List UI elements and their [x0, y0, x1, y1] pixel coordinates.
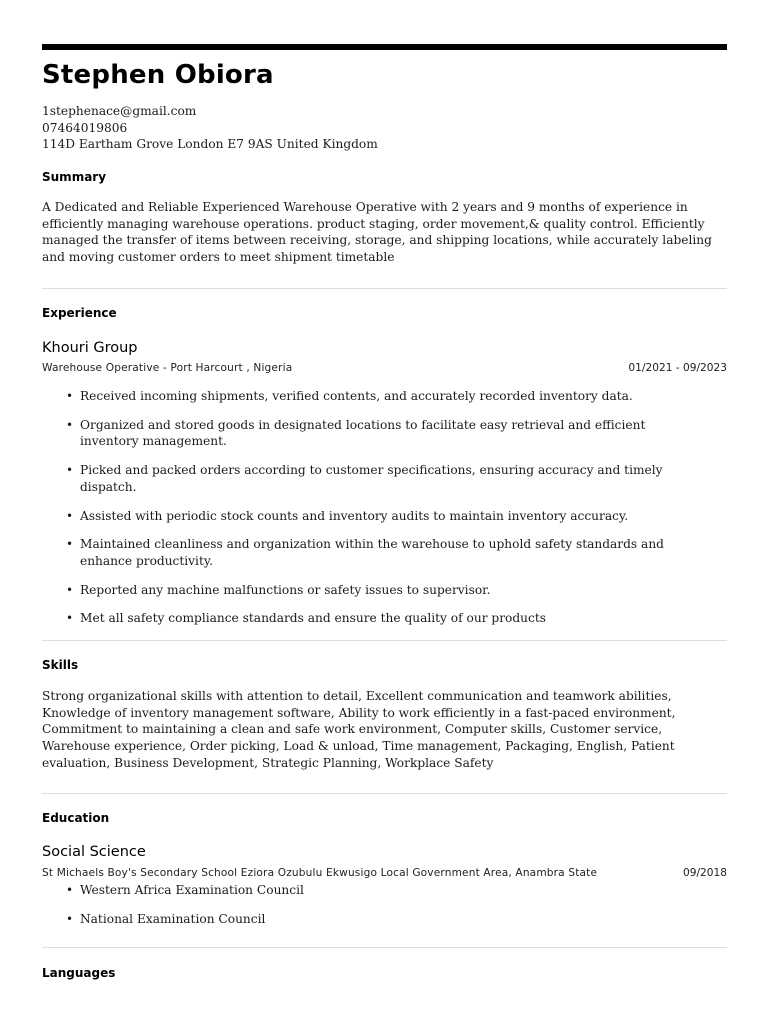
- bullet-icon: •: [66, 611, 74, 626]
- list-item: • Organized and stored goods in designated locations to facilitate easy retrieval and efficient inventory management.: [66, 417, 646, 449]
- education-date: 09/2018: [682, 867, 727, 879]
- divider: [42, 288, 727, 289]
- candidate-name: Stephen Obiora: [42, 60, 274, 90]
- summary-text: A Dedicated and Reliable Experienced Warehouse Operative with 2 years and 9 months of experience in efficiently managing warehouse operations. product staging, order movement,& quality control. Efficiently managed the transfer of items between receiving, storage, and shipping locations, while accurately labeling and moving customer orders to meet shipment timetable: [42, 200, 712, 265]
- education-title: Education: [42, 811, 110, 825]
- skills-text: Strong organizational skills with attention to detail, Excellent communication and teamwork abilities, Knowledge of inventory management software, Ability to work efficiently in a fast-paced environment, Commitment to maintaining a clean and safe work environment, Computer skills, Customer service, Warehouse experience, Order picking, Load & unload, Time management, Packaging, English, Patient evaluation, Business Development, Strategic Planning, Workplace Safety: [42, 689, 676, 770]
- languages-title: Languages: [42, 966, 116, 980]
- bullet-icon: •: [66, 582, 74, 597]
- list-item: • Assisted with periodic stock counts and inventory audits to maintain inventory accuracy.: [66, 508, 629, 523]
- email: 1stephenace@gmail.com: [42, 104, 197, 118]
- list-item: • Picked and packed orders according to customer specifications, ensuring accuracy and timely dispatch.: [66, 463, 663, 494]
- bullet-icon: •: [66, 911, 74, 926]
- bullet-icon: •: [66, 883, 74, 897]
- list-item: • Reported any machine malfunctions or safety issues to supervisor.: [66, 582, 491, 597]
- company-name: Khouri Group: [42, 340, 138, 356]
- divider: [42, 793, 727, 794]
- experience-bullets: [42, 388, 702, 627]
- bullet-icon: •: [66, 463, 74, 478]
- skills-title: Skills: [42, 658, 79, 672]
- degree-name: Social Science: [42, 844, 146, 860]
- job-dates: 01/2021 - 09/2023: [628, 362, 727, 374]
- divider: [42, 947, 727, 948]
- list-item: • National Examination Council: [66, 911, 266, 926]
- experience-title: Experience: [42, 306, 117, 320]
- bullet-icon: •: [66, 389, 74, 403]
- list-item: • Western Africa Examination Council: [66, 883, 304, 897]
- phone: 07464019806: [42, 120, 128, 135]
- top-rule: [42, 44, 727, 50]
- job-role: Warehouse Operative - Port Harcourt , Nigeria: [42, 362, 293, 374]
- list-item: • Received incoming shipments, verified contents, and accurately recorded inventory data.: [66, 389, 633, 403]
- divider: [42, 640, 727, 641]
- bullet-icon: •: [66, 417, 74, 432]
- list-item: • Maintained cleanliness and organization within the warehouse to uphold safety standards and enhance productivity.: [66, 537, 664, 568]
- contact-block: [42, 103, 378, 153]
- education-bullets: [42, 882, 702, 927]
- bullet-icon: •: [66, 508, 74, 523]
- bullet-icon: •: [66, 537, 74, 552]
- address: 114D Eartham Grove London E7 9AS United Kingdom: [42, 137, 378, 151]
- summary-title: Summary: [42, 170, 107, 184]
- school-name: St Michaels Boy's Secondary School Eziora Ozubulu Ekwusigo Local Government Area, Anambra State: [42, 867, 598, 879]
- list-item: • Met all safety compliance standards and ensure the quality of our products: [66, 611, 547, 626]
